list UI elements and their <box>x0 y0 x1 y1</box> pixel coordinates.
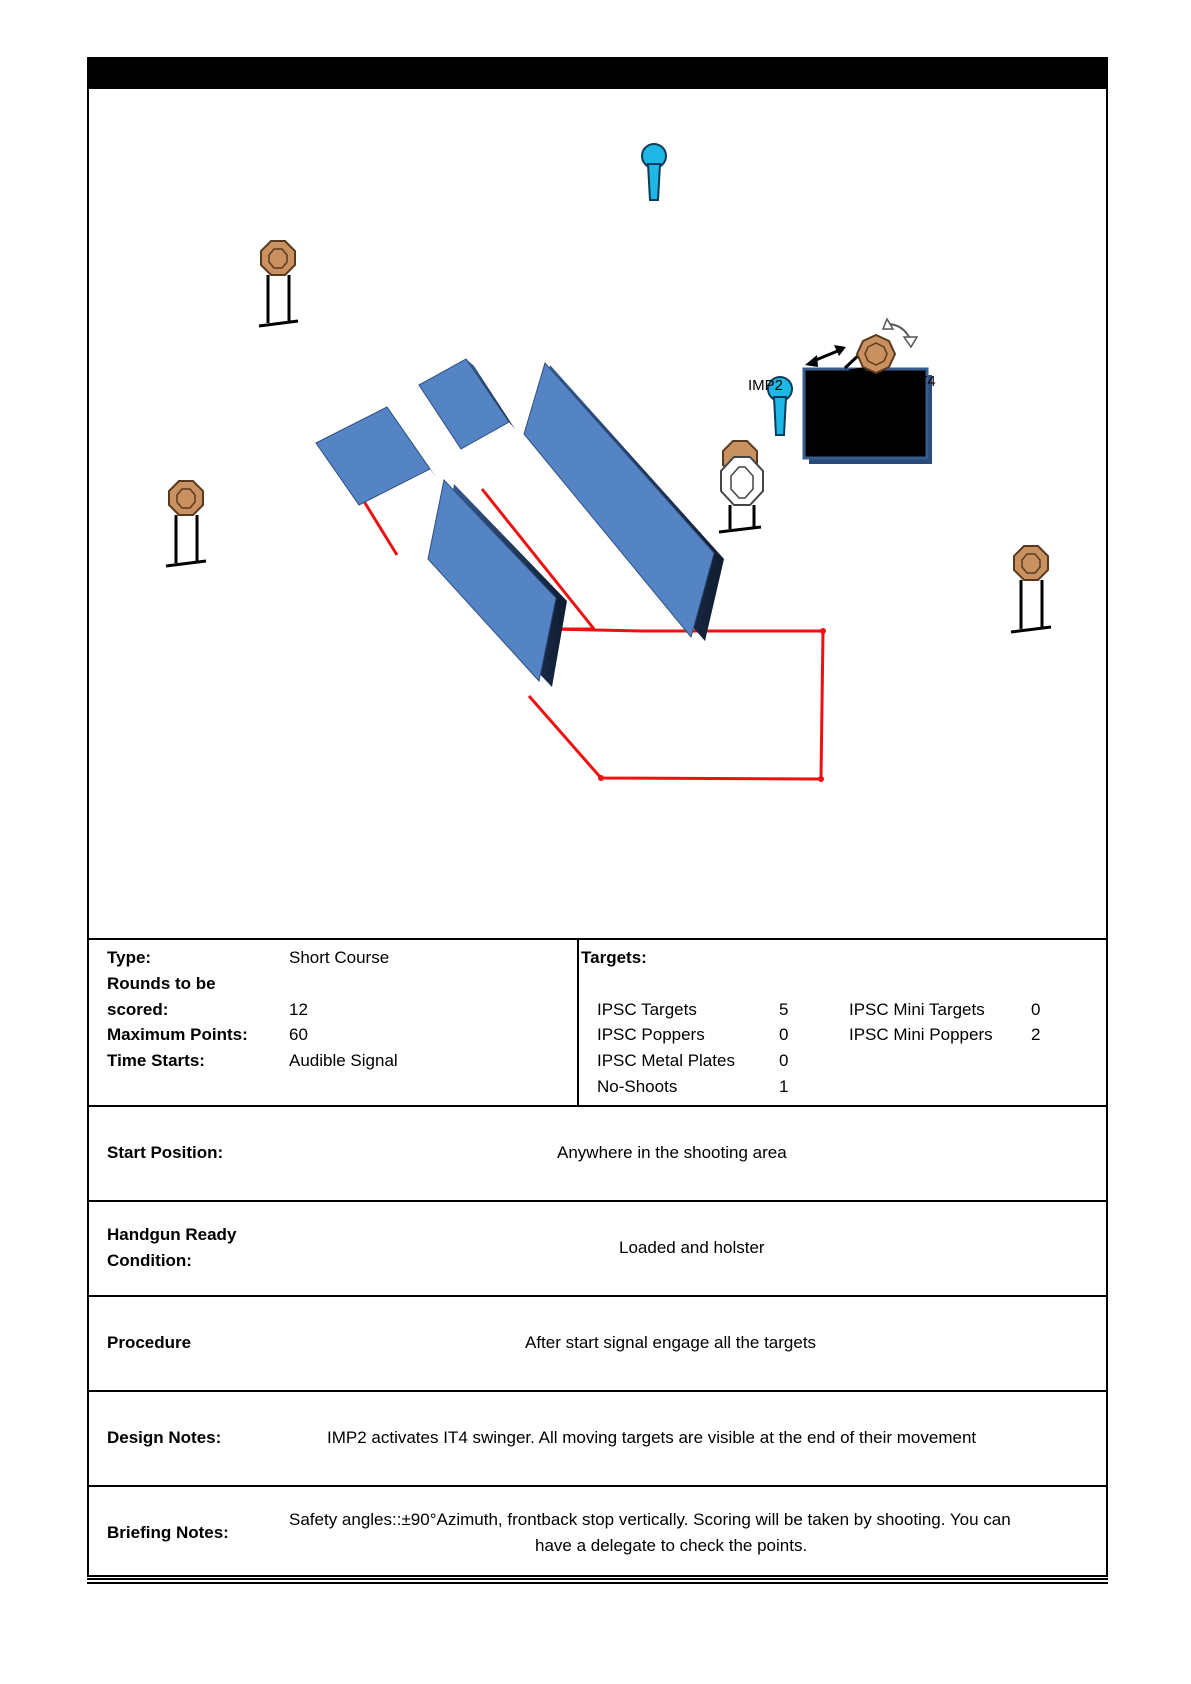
type-value: Short Course <box>289 948 390 967</box>
fault-line-corner <box>598 775 604 781</box>
fault-line-corner <box>818 776 824 782</box>
ipsc-target-1 <box>259 241 298 326</box>
briefing-notes-value-line2: have a delegate to check the points. <box>535 1536 808 1555</box>
divider <box>87 1485 1108 1487</box>
ipsc-target-3 <box>1011 546 1051 632</box>
ready-condition-label-line2: Condition: <box>107 1251 192 1270</box>
rounds-value: 12 <box>289 1000 308 1019</box>
activation-arrow <box>805 345 846 367</box>
start-position-label: Start Position: <box>107 1143 224 1162</box>
targets-heading: Targets: <box>581 948 647 967</box>
target-count: 0 <box>1031 1000 1041 1019</box>
bottom-double-rule <box>87 1578 1108 1584</box>
target-name: IPSC Targets <box>597 1000 697 1019</box>
wall-3 <box>428 480 567 687</box>
target-count: 0 <box>779 1025 789 1044</box>
procedure-label: Procedure <box>107 1333 192 1352</box>
column-divider <box>577 938 579 1107</box>
swinger-target-it4 <box>845 319 917 373</box>
ready-condition-label-line1: Handgun Ready <box>107 1225 237 1244</box>
type-label: Type: <box>107 948 152 967</box>
max-points-value: 60 <box>289 1025 308 1044</box>
time-starts-label: Time Starts: <box>107 1051 205 1070</box>
procedure-value: After start signal engage all the targets <box>525 1333 817 1352</box>
target-name: No-Shoots <box>597 1077 678 1096</box>
ready-condition-value: Loaded and holster <box>619 1238 765 1257</box>
divider <box>87 1390 1108 1392</box>
max-points-label: Maximum Points: <box>107 1025 248 1044</box>
target-count: 2 <box>1031 1025 1041 1044</box>
target-name: IPSC Metal Plates <box>597 1051 735 1070</box>
black-screen <box>804 369 932 464</box>
label-imp2: IMP2 <box>748 377 784 394</box>
target-name: IPSC Mini Targets <box>849 1000 985 1019</box>
design-notes-value: IMP2 activates IT4 swinger. All moving targets are visible at the end of their movement <box>327 1428 977 1447</box>
wall-1 <box>316 407 436 505</box>
divider <box>87 1295 1108 1297</box>
label-it4: IT4 <box>914 373 936 390</box>
wall-2 <box>419 359 515 449</box>
briefing-notes-label: Briefing Notes: <box>107 1523 229 1542</box>
stage-diagram <box>89 89 1106 939</box>
time-starts-value: Audible Signal <box>289 1051 398 1070</box>
header-bar <box>87 57 1108 89</box>
design-notes-label: Design Notes: <box>107 1428 222 1447</box>
ipsc-target-2 <box>166 481 206 566</box>
no-shoot-target <box>719 457 763 532</box>
target-name: IPSC Mini Poppers <box>849 1025 993 1044</box>
rounds-label-line2: scored: <box>107 1000 169 1019</box>
fault-line-corner <box>820 628 826 634</box>
mini-popper-1 <box>642 144 666 200</box>
target-count: 5 <box>779 1000 789 1019</box>
divider <box>87 938 1108 940</box>
target-count: 0 <box>779 1051 789 1070</box>
target-name: IPSC Poppers <box>597 1025 705 1044</box>
divider <box>87 1105 1108 1107</box>
rounds-label-line1: Rounds to be <box>107 974 216 993</box>
start-position-value: Anywhere in the shooting area <box>557 1143 787 1162</box>
divider <box>87 1200 1108 1202</box>
target-count: 1 <box>779 1077 789 1096</box>
briefing-notes-value-line1: Safety angles::±90°Azimuth, frontback stop vertically. Scoring will be taken by shooting. You can <box>289 1510 1011 1529</box>
